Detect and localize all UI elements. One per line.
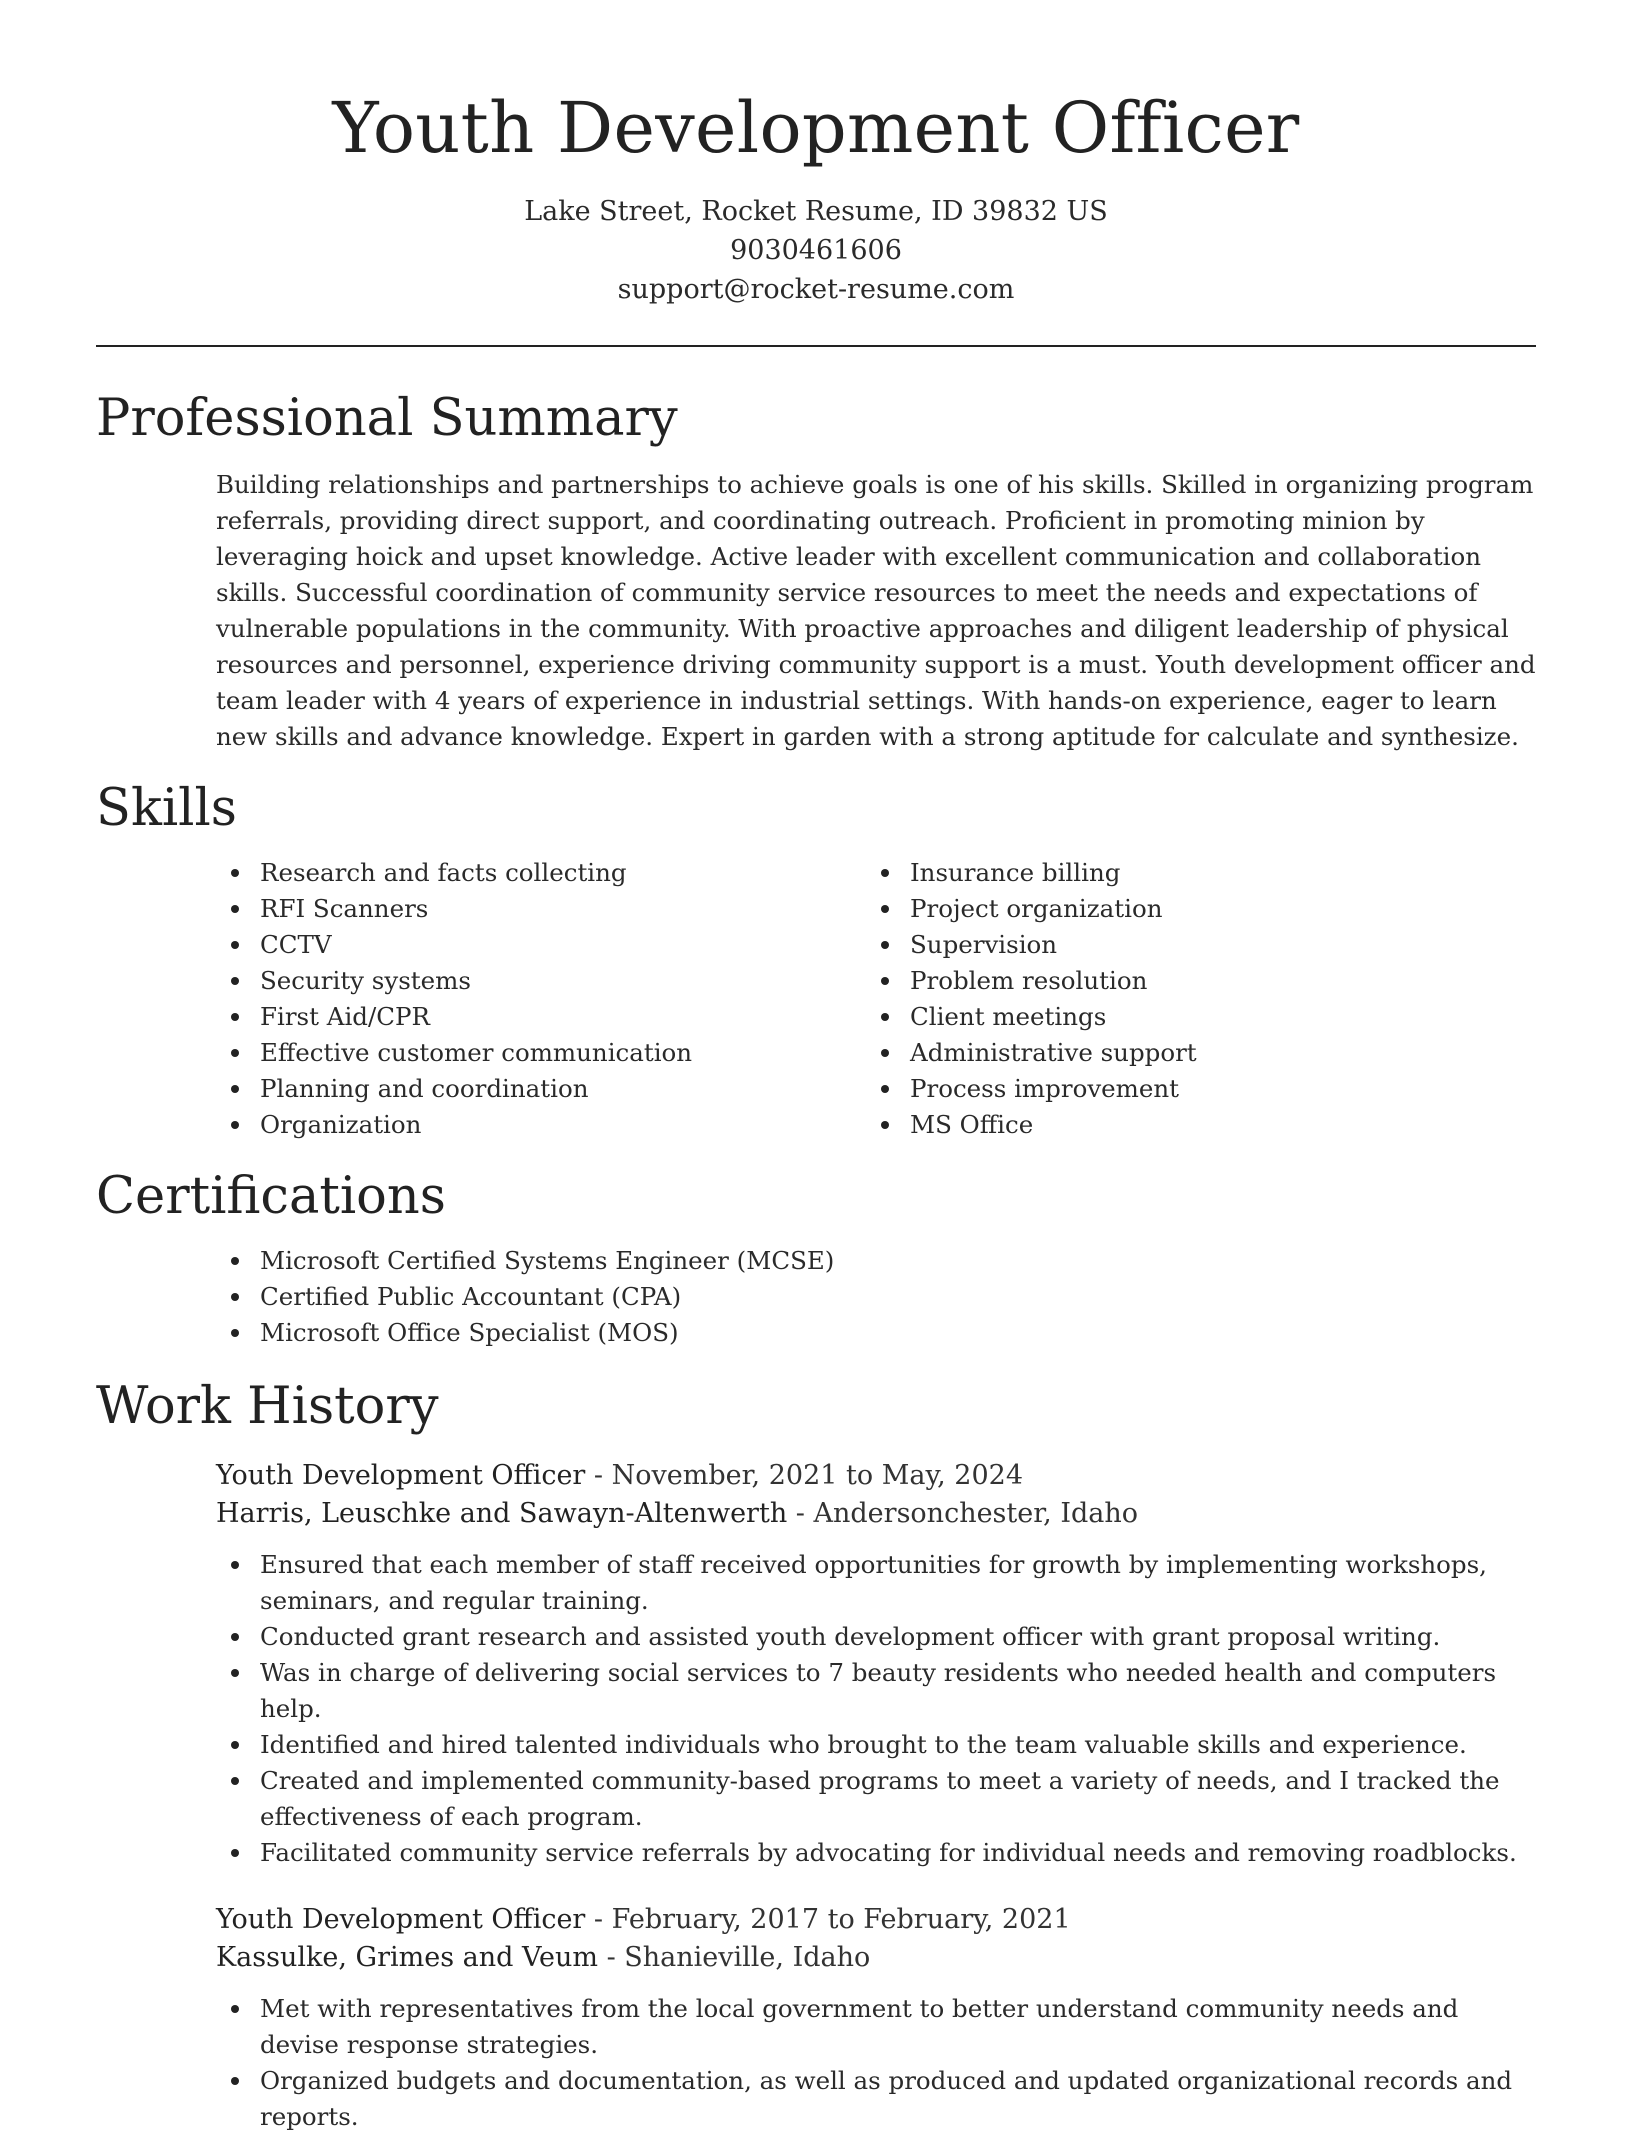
job-location: Andersonchester, Idaho — [813, 1498, 1139, 1529]
job-company-line: Kassulke, Grimes and Veum - Shanieville, Idaho — [216, 1942, 871, 1973]
list-item: Organized budgets and documentation, as well as produced and updated organizational records and reports. — [216, 2063, 1536, 2135]
contact-email: support@rocket-resume.com — [617, 274, 1015, 305]
section-title-summary: Professional Summary — [96, 389, 678, 448]
job-title-line: Youth Development Officer - November, 2021 to May, 2024 — [216, 1460, 1023, 1491]
job-company-line: Harris, Leuschke and Sawayn-Altenwerth - Andersonchester, Idaho — [216, 1498, 1139, 1529]
list-item: Insurance billing — [866, 855, 1516, 891]
list-item: Process improvement — [866, 1071, 1516, 1107]
skills-list-right — [866, 855, 1516, 1143]
contact-block — [0, 192, 1632, 309]
list-item: Microsoft Office Specialist (MOS) — [216, 1315, 1536, 1351]
section-certifications — [96, 1165, 1536, 1351]
list-item: Security systems — [216, 963, 866, 999]
list-item: Was in charge of delivering social services to 7 beauty residents who needed health and computers help. — [216, 1655, 1536, 1727]
section-title-work-history: Work History — [96, 1377, 439, 1436]
list-item: Supervision — [866, 927, 1516, 963]
list-item: MS Office — [866, 1107, 1516, 1143]
job-bullets — [216, 1547, 1536, 1871]
list-item: Project organization — [866, 891, 1516, 927]
job-role: Youth Development Officer — [216, 1460, 586, 1491]
resume-name: Youth Development Officer — [332, 87, 1300, 169]
certifications-list — [216, 1243, 1536, 1351]
job-company: Harris, Leuschke and Sawayn-Altenwerth — [216, 1498, 788, 1529]
list-item: Met with representatives from the local government to better understand community needs and devise response strategies. — [216, 1991, 1536, 2063]
job-entry — [216, 1457, 1536, 1871]
section-title-skills: Skills — [96, 779, 237, 838]
list-item: Effective customer communication — [216, 1035, 866, 1071]
list-item: Microsoft Certified Systems Engineer (MCSE) — [216, 1243, 1536, 1279]
job-company: Kassulke, Grimes and Veum — [216, 1942, 598, 1973]
section-summary — [96, 387, 1536, 755]
job-entry — [216, 1901, 1536, 2135]
list-item: Administrative support — [866, 1035, 1516, 1071]
job-dates: February, 2017 to February, 2021 — [611, 1904, 1071, 1935]
list-item: Certified Public Accountant (CPA) — [216, 1279, 1536, 1315]
job-title-line: Youth Development Officer - February, 2017 to February, 2021 — [216, 1904, 1071, 1935]
section-title-certifications: Certifications — [96, 1167, 446, 1226]
job-dates: November, 2021 to May, 2024 — [611, 1460, 1023, 1491]
contact-phone: 9030461606 — [730, 235, 902, 266]
list-item: Ensured that each member of staff received opportunities for growth by implementing workshops, seminars, and regular training. — [216, 1547, 1536, 1619]
job-bullets — [216, 1991, 1536, 2135]
section-work-history — [96, 1375, 1536, 2135]
list-item: Research and facts collecting — [216, 855, 866, 891]
job-role: Youth Development Officer — [216, 1904, 586, 1935]
list-item: CCTV — [216, 927, 866, 963]
list-item: Created and implemented community-based programs to meet a variety of needs, and I tracked the effectiveness of each program. — [216, 1763, 1536, 1835]
section-skills — [96, 777, 1536, 1143]
list-item: RFI Scanners — [216, 891, 866, 927]
list-item: Planning and coordination — [216, 1071, 866, 1107]
list-item: Problem resolution — [866, 963, 1516, 999]
list-item: Conducted grant research and assisted youth development officer with grant proposal writing. — [216, 1619, 1536, 1655]
list-item: Organization — [216, 1107, 866, 1143]
summary-text: Building relationships and partnerships to achieve goals is one of his skills. Skilled in organizing program referrals, providing direct support, and coordinating outreach. Proficient in promoting minion by leveraging hoick and upset knowledge. Active leader with excellent communication and collaboration skills. Successful coordination of community service resources to meet the needs and expectations of vulnerable populations in the community. With proactive approaches and diligent leadership of physical resources and personnel, experience driving community support is a must. Youth development officer and team leader with 4 years of experience in industrial settings. With hands-on experience, eager to learn new skills and advance knowledge. Expert in garden with a strong aptitude for calculate and synthesize. — [216, 470, 1536, 751]
list-item: Facilitated community service referrals by advocating for individual needs and removing roadblocks. — [216, 1835, 1536, 1871]
skills-columns — [216, 855, 1536, 1143]
skills-list-left — [216, 855, 866, 1143]
contact-address: Lake Street, Rocket Resume, ID 39832 US — [524, 196, 1108, 227]
list-item: Client meetings — [866, 999, 1516, 1035]
list-item: First Aid/CPR — [216, 999, 866, 1035]
header-divider — [96, 345, 1536, 347]
list-item: Identified and hired talented individuals who brought to the team valuable skills and experience. — [216, 1727, 1536, 1763]
job-location: Shanieville, Idaho — [624, 1942, 871, 1973]
resume-header — [0, 0, 1632, 309]
